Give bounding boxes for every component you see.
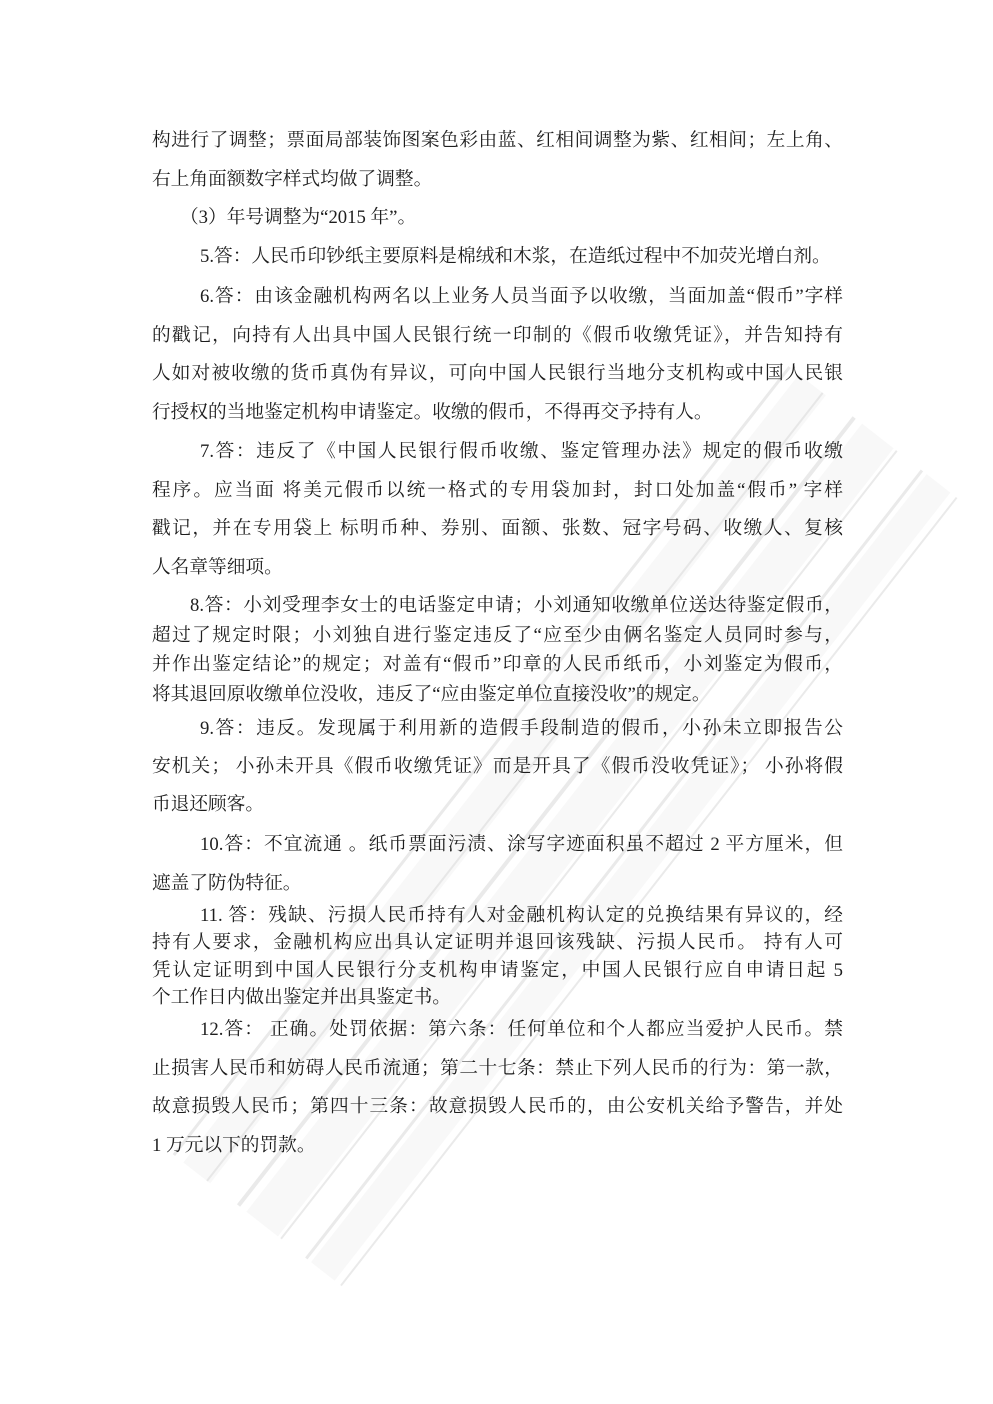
paragraph-line: 凭认定证明到中国人民银行分支机构申请鉴定，中国人民银行应自申请日起 5 xyxy=(152,959,843,981)
answer-11-paragraph xyxy=(152,902,843,1011)
paragraph-line: （3）年号调整为“2015 年”。 xyxy=(180,207,417,228)
paragraph-line: 币退还顾客。 xyxy=(152,794,265,815)
paragraph-line: 1 万元以下的罚款。 xyxy=(152,1134,316,1156)
paragraph-line: 故意损毁人民币；第四十三条：故意损毁人民币的，由公安机关给予警告，并处 xyxy=(152,1096,843,1118)
paragraph-line: 8.答：小刘受理李女士的电话鉴定申请；小刘通知收缴单位送达待鉴定假币， xyxy=(190,595,843,616)
paragraph-line: 程序。应当面 将美元假币以统一格式的专用袋加封，封口处加盖“假币” 字样 xyxy=(152,479,843,501)
paragraph-line: 构进行了调整；票面局部装饰图案色彩由蓝、红相间调整为紫、红相间；左上角、 xyxy=(152,130,843,151)
answer-6-paragraph xyxy=(152,278,843,432)
paragraph-line: 止损害人民币和妨碍人民币流通；第二十七条：禁止下列人民币的行为：第一款， xyxy=(152,1057,843,1079)
paragraph-line: 9.答：违反。发现属于利用新的造假手段制造的假币，小孙未立即报告公 xyxy=(200,718,843,739)
answer-8-paragraph xyxy=(152,591,843,710)
paragraph-line: 安机关； 小孙未开具《假币收缴凭证》而是开具了《假币没收凭证》； 小孙将假 xyxy=(152,756,843,777)
paragraph-line: 11. 答：残缺、污损人民币持有人对金融机构认定的兑换结果有异议的，经 xyxy=(200,905,843,926)
paragraph-line: 行授权的当地鉴定机构申请鉴定。收缴的假币，不得再交予持有人。 xyxy=(152,401,713,423)
paragraph-line: 5.答：人民币印钞纸主要原料是棉绒和木浆，在造纸过程中不加荧光增白剂。 xyxy=(200,246,831,267)
item-3-paragraph xyxy=(152,199,843,238)
paragraph-line: 10.答：不宜流通 。纸币票面污渍、涂写字迹面积虽不超过 2 平方厘米，但 xyxy=(200,834,843,855)
paragraph-line: 将其退回原收缴单位没收，违反了“应由鉴定单位直接没收”的规定。 xyxy=(152,684,711,706)
paragraph-line: 右上角面额数字样式均做了调整。 xyxy=(152,168,433,190)
paragraph-line: 人如对被收缴的货币真伪有异议，可向中国人民银行当地分支机构或中国人民银 xyxy=(152,363,843,385)
paragraph-line: 6.答：由该金融机构两名以上业务人员当面予以收缴，当面加盖“假币”字样 xyxy=(200,286,843,307)
paragraph-line: 个工作日内做出鉴定并出具鉴定书。 xyxy=(152,986,451,1008)
answer-12-paragraph xyxy=(152,1011,843,1165)
continued-paragraph xyxy=(152,122,843,199)
paragraph-line: 7.答：违反了《中国人民银行假币收缴、鉴定管理办法》规定的假币收缴 xyxy=(200,441,843,462)
answer-5-paragraph xyxy=(152,238,843,277)
paragraph-line: 持有人要求，金融机构应出具认定证明并退回该残缺、污损人民币。 持有人可 xyxy=(152,932,843,954)
paragraph-line: 的戳记，向持有人出具中国人民银行统一印制的《假币收缴凭证》，并告知持有 xyxy=(152,324,843,346)
paragraph-line: 并作出鉴定结论”的规定；对盖有“假币”印章的人民币纸币，小刘鉴定为假币， xyxy=(152,654,843,676)
paragraph-line: 人名章等细项。 xyxy=(152,556,283,578)
paragraph-line: 超过了规定时限；小刘独自进行鉴定违反了“应至少由俩名鉴定人员同时参与， xyxy=(152,624,843,646)
paragraph-line: 12.答： 正确。处罚依据：第六条：任何单位和个人都应当爱护人民币。禁 xyxy=(200,1019,843,1040)
answer-9-paragraph xyxy=(152,710,843,824)
answer-10-paragraph xyxy=(152,826,843,903)
paragraph-line: 遮盖了防伪特征。 xyxy=(152,872,302,894)
answer-7-paragraph xyxy=(152,433,843,587)
paragraph-line: 戳记，并在专用袋上 标明币种、券别、面额、张数、冠字号码、收缴人、复核 xyxy=(152,518,843,540)
